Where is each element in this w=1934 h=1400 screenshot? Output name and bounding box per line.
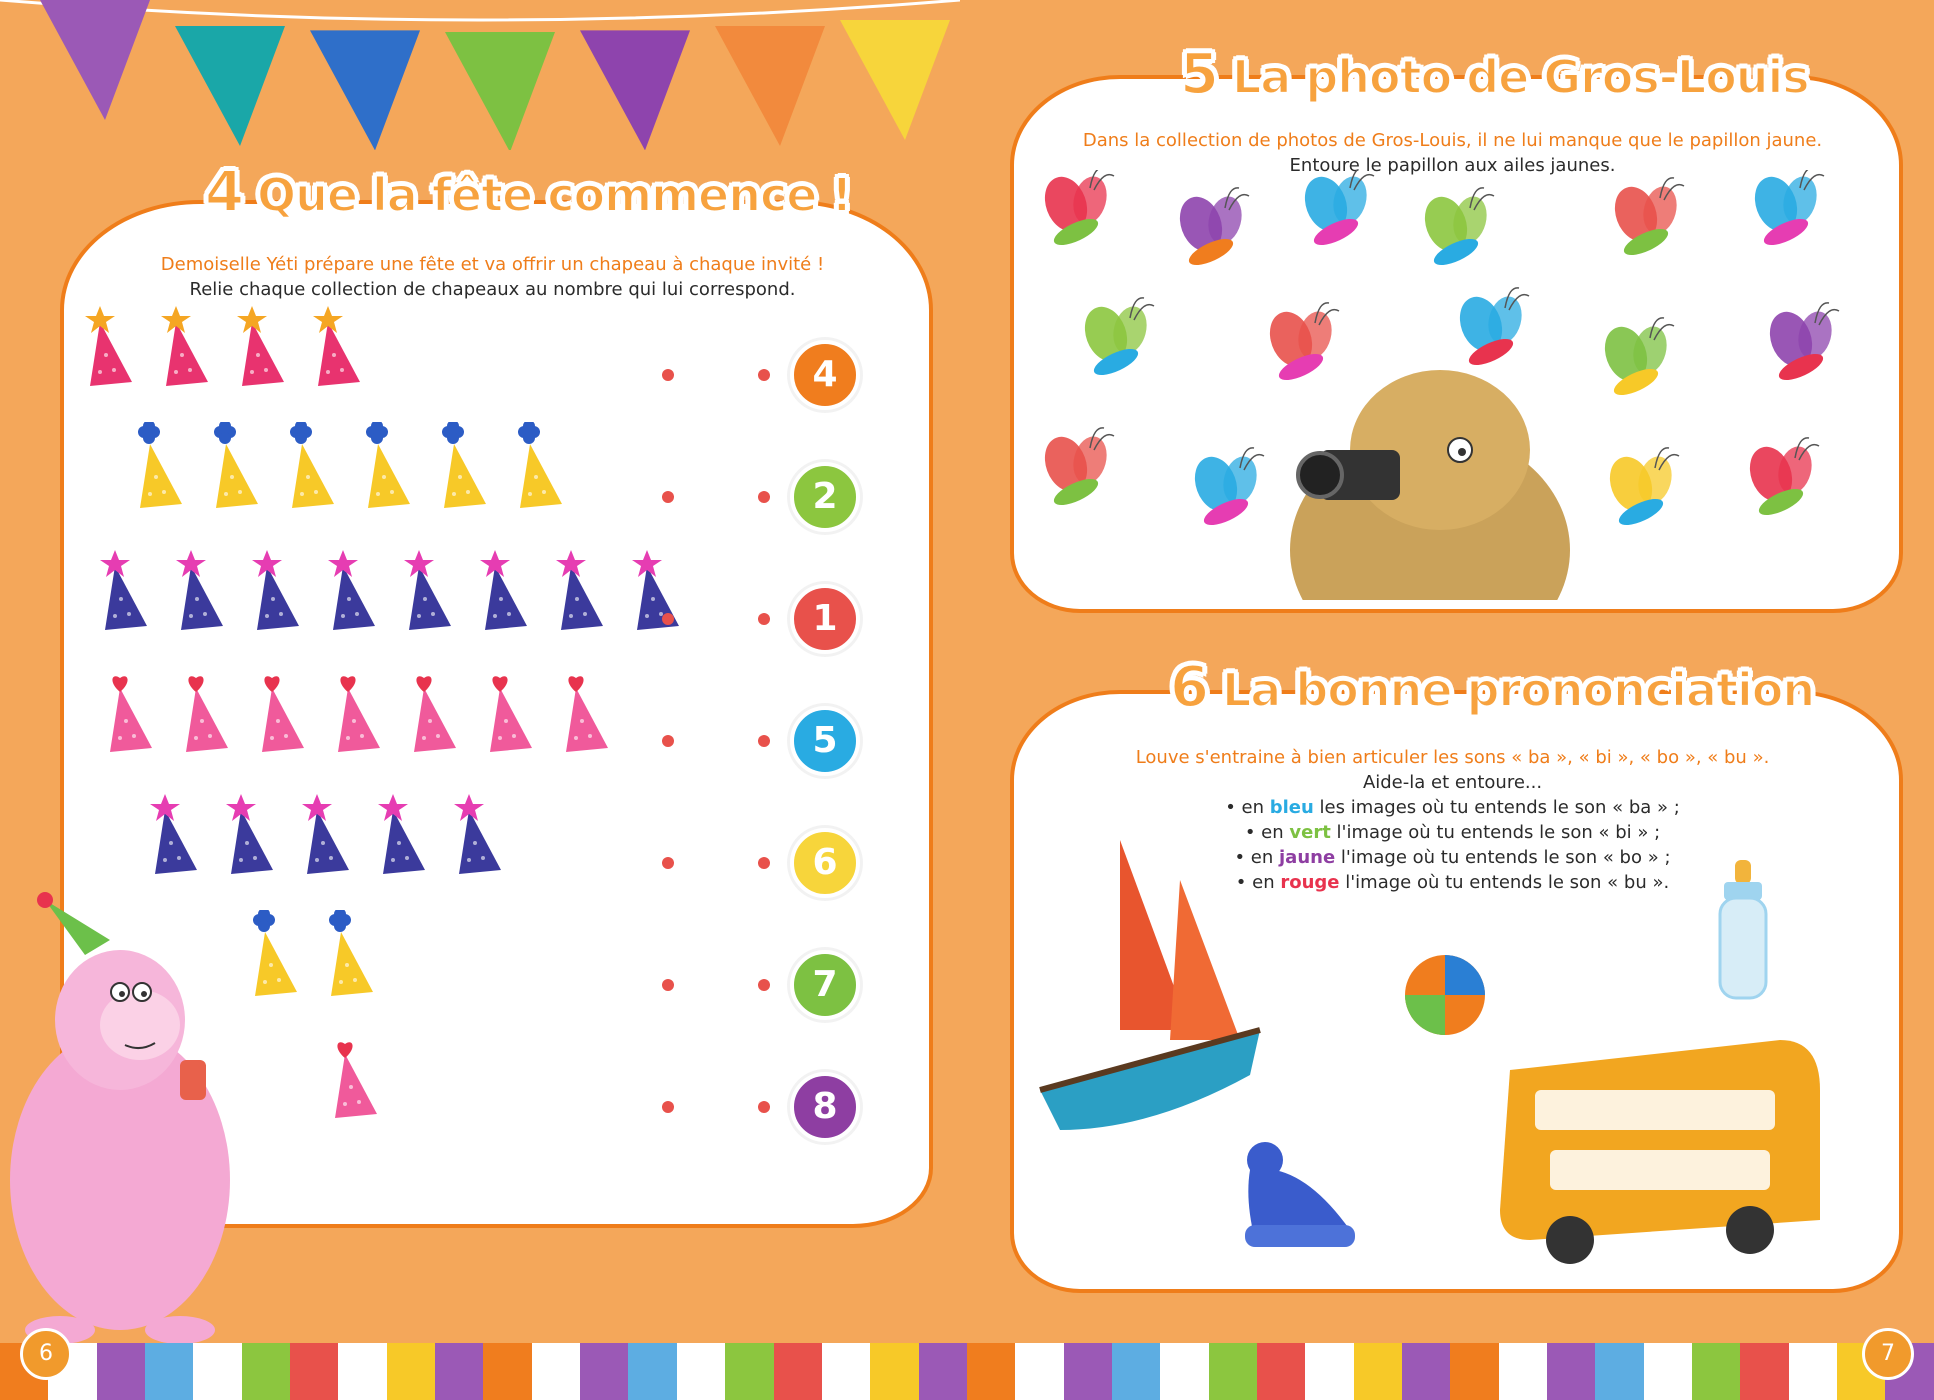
strip-segment — [1692, 1343, 1740, 1400]
exercise-4-instruction-1: Demoiselle Yéti prépare une fête et va offrir un chapeau à chaque invité ! — [160, 254, 825, 275]
party-hat-icon — [449, 788, 511, 878]
right-dot[interactable] — [758, 613, 770, 625]
color-word: rouge — [1280, 872, 1340, 893]
party-hat-icon — [232, 300, 294, 390]
bunting-flag — [840, 20, 950, 140]
bunting-flag — [580, 30, 690, 150]
party-hat-icon — [247, 544, 309, 634]
strip-segment — [1450, 1343, 1498, 1400]
sailboat-icon — [1040, 840, 1260, 1130]
left-dot[interactable] — [662, 979, 674, 991]
bunting-flag — [445, 32, 555, 150]
party-hat-icon — [358, 422, 420, 512]
number-circle: 6 — [790, 828, 860, 898]
strip-segment — [193, 1343, 241, 1400]
party-hat-icon — [475, 544, 537, 634]
page-number-right: 7 — [1862, 1328, 1914, 1380]
exercise-5-instruction-2: Entoure le papillon aux ailes jaunes. — [1289, 155, 1616, 176]
strip-segment — [1789, 1343, 1837, 1400]
exercise-5-title — [1180, 42, 1809, 107]
strip-segment — [1160, 1343, 1208, 1400]
item-suffix: les images où tu entends le son « ba » ; — [1313, 797, 1680, 818]
butterfly-icon[interactable] — [1763, 303, 1839, 385]
left-dot[interactable] — [662, 735, 674, 747]
butterfly-icon[interactable] — [1748, 170, 1824, 250]
party-hat-icon — [221, 788, 283, 878]
strip-segment — [435, 1343, 483, 1400]
right-dot[interactable] — [758, 857, 770, 869]
bonnet-icon — [1245, 1142, 1355, 1247]
strip-segment — [145, 1343, 193, 1400]
item-prefix: • en — [1225, 797, 1270, 818]
butterfly-icon[interactable] — [1188, 448, 1264, 530]
exercise-5-title-text: La photo de Gros-Louis — [1231, 50, 1809, 104]
butterflies-area — [1020, 170, 1880, 600]
left-dot[interactable] — [662, 613, 674, 625]
exercise-6-title-text: La bonne prononciation — [1221, 663, 1815, 717]
exercise-4-instruction-2: Relie chaque collection de chapeaux au nombre qui lui correspond. — [189, 279, 796, 300]
strip-segment — [1499, 1343, 1547, 1400]
party-hat-icon — [323, 544, 385, 634]
strip-segment — [870, 1343, 918, 1400]
left-dot[interactable] — [662, 491, 674, 503]
strip-segment — [628, 1343, 676, 1400]
exercise-6-number: 6 — [1170, 655, 1208, 720]
exercise-5-instruction-1: Dans la collection de photos de Gros-Louis, il ne lui manque que le papillon jaune. — [1082, 130, 1823, 151]
bunting-flag — [310, 30, 420, 150]
exercise-4-title — [205, 160, 851, 225]
strip-segment — [1257, 1343, 1305, 1400]
page-number-left: 6 — [20, 1328, 72, 1380]
hat-row — [95, 544, 689, 634]
party-hat-icon — [145, 788, 207, 878]
strip-segment — [1015, 1343, 1063, 1400]
party-hat-icon — [95, 544, 157, 634]
strip-segment — [580, 1343, 628, 1400]
party-hat-icon — [130, 422, 192, 512]
right-dot[interactable] — [758, 979, 770, 991]
color-word: jaune — [1279, 847, 1336, 868]
strip-segment — [387, 1343, 435, 1400]
left-dot[interactable] — [662, 857, 674, 869]
strip-segment — [1354, 1343, 1402, 1400]
item-suffix: l'image où tu entends le son « bo » ; — [1335, 847, 1671, 868]
color-word: bleu — [1269, 797, 1314, 818]
butterfly-icon[interactable] — [1743, 438, 1819, 520]
party-hat-icon — [206, 422, 268, 512]
exercise-6-pictures — [1030, 830, 1880, 1270]
exercise-4-instructions — [60, 252, 925, 302]
strip-segment — [1547, 1343, 1595, 1400]
strip-segment — [919, 1343, 967, 1400]
exercise-6-instruction-2: Aide-la et entoure... — [1362, 772, 1543, 793]
butterfly-icon[interactable] — [1263, 303, 1339, 385]
number-circle: 5 — [790, 706, 860, 776]
strip-segment — [483, 1343, 531, 1400]
strip-segment — [532, 1343, 580, 1400]
party-hat-icon — [80, 300, 142, 390]
strip-segment — [290, 1343, 338, 1400]
item-suffix: l'image où tu entends le son « bi » ; — [1330, 822, 1661, 843]
party-hat-icon — [627, 544, 689, 634]
instruction-item — [1010, 795, 1895, 820]
party-hat-icon — [328, 666, 390, 756]
item-suffix: l'image où tu entends le son « bu ». — [1339, 872, 1670, 893]
party-hat-icon — [399, 544, 461, 634]
exercise-4-title-text: Que la fête commence ! — [256, 168, 852, 222]
item-prefix: • en — [1244, 822, 1290, 843]
butterfly-icon[interactable] — [1173, 188, 1249, 270]
party-hat-icon — [404, 666, 466, 756]
butterfly-icon[interactable] — [1418, 188, 1494, 270]
bottom-color-strip — [0, 1343, 1934, 1400]
strip-segment — [1112, 1343, 1160, 1400]
party-hat-icon — [556, 666, 618, 756]
right-dot[interactable] — [758, 491, 770, 503]
item-prefix: • en — [1235, 872, 1281, 893]
left-dot[interactable] — [662, 1101, 674, 1113]
exercise-4-number: 4 — [205, 160, 243, 225]
yeti-icon — [0, 880, 270, 1350]
number-circle: 8 — [790, 1072, 860, 1142]
hat-row — [100, 666, 618, 756]
butterfly-icon[interactable] — [1603, 448, 1679, 530]
strip-segment — [774, 1343, 822, 1400]
bus-icon — [1500, 1040, 1820, 1264]
color-word: vert — [1289, 822, 1331, 843]
party-hat-icon — [480, 666, 542, 756]
party-hat-icon — [100, 666, 162, 756]
number-circle: 7 — [790, 950, 860, 1020]
strip-segment — [1064, 1343, 1112, 1400]
strip-segment — [242, 1343, 290, 1400]
party-hat-icon — [156, 300, 218, 390]
right-dot[interactable] — [758, 1101, 770, 1113]
bunting-flag — [40, 0, 150, 120]
number-circle: 1 — [790, 584, 860, 654]
bunting-flag — [175, 26, 285, 146]
party-hat-icon — [321, 910, 383, 1000]
strip-segment — [1402, 1343, 1450, 1400]
exercise-6-title — [1170, 655, 1814, 720]
hat-row — [130, 422, 572, 512]
butterfly-icon[interactable] — [1608, 178, 1684, 260]
party-hat-icon — [282, 422, 344, 512]
butterfly-icon[interactable] — [1298, 170, 1374, 250]
party-bunting — [0, 0, 960, 150]
strip-segment — [1595, 1343, 1643, 1400]
right-dot[interactable] — [758, 369, 770, 381]
strip-segment — [1305, 1343, 1353, 1400]
party-hat-icon — [434, 422, 496, 512]
number-circle: 2 — [790, 462, 860, 532]
party-hat-icon — [510, 422, 572, 512]
party-hat-icon — [551, 544, 613, 634]
hat-row — [325, 1032, 387, 1122]
left-dot[interactable] — [662, 369, 674, 381]
exercise-5-number: 5 — [1180, 42, 1218, 107]
party-hat-icon — [171, 544, 233, 634]
hat-row — [80, 300, 370, 390]
strip-segment — [967, 1343, 1015, 1400]
butterfly-icon[interactable] — [1038, 428, 1114, 510]
butterfly-icon[interactable] — [1453, 288, 1529, 370]
party-hat-icon — [308, 300, 370, 390]
butterfly-icon[interactable] — [1038, 170, 1114, 250]
strip-segment — [97, 1343, 145, 1400]
strip-segment — [338, 1343, 386, 1400]
camera-icon — [1298, 450, 1400, 500]
right-dot[interactable] — [758, 735, 770, 747]
party-hat-icon — [297, 788, 359, 878]
beach-ball-icon — [1405, 955, 1485, 1035]
strip-segment — [1740, 1343, 1788, 1400]
party-hat-icon — [325, 1032, 387, 1122]
bunting-flag — [715, 26, 825, 146]
item-prefix: • en — [1234, 847, 1280, 868]
party-hat-icon — [252, 666, 314, 756]
strip-segment — [822, 1343, 870, 1400]
party-hat-icon — [176, 666, 238, 756]
party-hat-icon — [373, 788, 435, 878]
butterfly-icon[interactable] — [1078, 298, 1154, 380]
exercise-6-instruction-1: Louve s'entraine à bien articuler les sons « ba », « bi », « bo », « bu ». — [1135, 747, 1770, 768]
strip-segment — [677, 1343, 725, 1400]
number-circle: 4 — [790, 340, 860, 410]
baby-bottle-icon — [1720, 860, 1766, 998]
strip-segment — [1209, 1343, 1257, 1400]
strip-segment — [725, 1343, 773, 1400]
strip-segment — [1644, 1343, 1692, 1400]
hat-row — [145, 788, 511, 878]
butterfly-icon[interactable] — [1598, 318, 1674, 400]
